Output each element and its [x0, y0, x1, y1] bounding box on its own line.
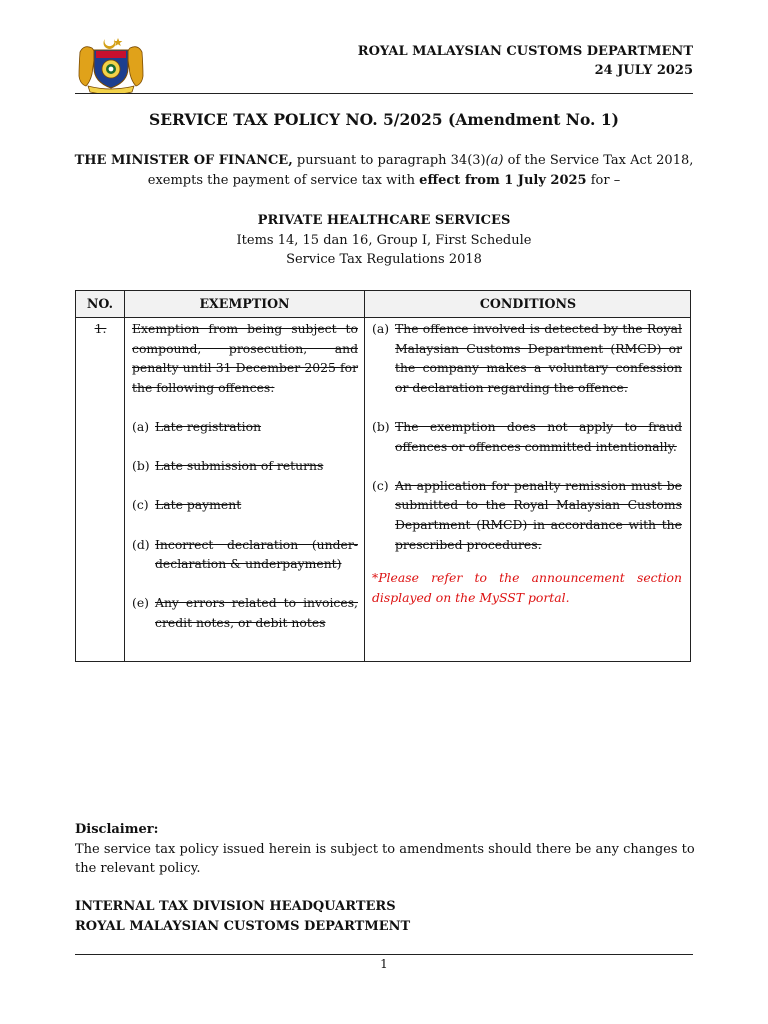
- offence-text: Any errors related to invoices, credit notes, or debit notes: [155, 595, 358, 630]
- exemption-table: [75, 290, 691, 662]
- condition-item: [372, 319, 682, 397]
- offence-label: (d): [132, 536, 150, 552]
- disclaimer-label: Disclaimer:: [75, 822, 159, 837]
- disclaimer: [75, 820, 695, 879]
- offence-item: [132, 456, 358, 476]
- section-items: Items 14, 15 dan 16, Group I, First Schedule: [236, 232, 532, 248]
- section-regulations: Service Tax Regulations 2018: [286, 252, 482, 267]
- section-name: PRIVATE HEALTHCARE SERVICES: [257, 213, 511, 228]
- footer-divider: [75, 954, 693, 955]
- offence-label: (a): [132, 418, 150, 434]
- offence-text: Late submission of returns: [155, 458, 324, 474]
- issuing-office-line2: ROYAL MALAYSIAN CUSTOMS DEPARTMENT: [75, 918, 411, 934]
- table-column-divider: [124, 291, 125, 661]
- offence-label: (e): [132, 595, 150, 611]
- condition-item: [372, 476, 682, 554]
- condition-text: An application for penalty remission must be submitted to the Royal Malaysian Customs Department (RMCD) in accordance with the prescribed procedures.: [395, 477, 682, 552]
- disclaimer-text: The service tax policy issued herein is subject to amendments should there be any changes to the relevant policy.: [75, 841, 695, 876]
- intro-text-a: pursuant to paragraph 34(3): [292, 153, 486, 168]
- offence-item: [132, 417, 358, 437]
- header-exemption: EXEMPTION: [199, 296, 290, 311]
- header-department-block: [358, 42, 693, 80]
- condition-label: (a): [372, 321, 390, 336]
- offence-text: Late payment: [155, 497, 242, 513]
- section-heading: [0, 211, 768, 270]
- intro-paragraph: [60, 151, 708, 191]
- issuing-office: [75, 897, 410, 936]
- offence-label: (c): [132, 497, 149, 513]
- header-no: NO.: [86, 296, 114, 311]
- condition-label: (b): [372, 418, 390, 434]
- offence-item: [132, 495, 358, 515]
- row-number: 1.: [94, 321, 107, 336]
- header-date: 24 JULY 2025: [594, 63, 693, 78]
- condition-text: The offence involved is detected by the Royal Malaysian Customs Department (RMCD) or the company makes a voluntary confession or declaration regarding the offence.: [395, 321, 682, 395]
- issuing-office-line1: INTERNAL TAX DIVISION HEADQUARTERS: [75, 899, 396, 914]
- conditions-cell: [372, 319, 682, 607]
- offence-item: [132, 593, 358, 632]
- offence-text: Late registration: [155, 418, 262, 434]
- intro-text-d: for –: [586, 173, 621, 188]
- intro-text-c: exempts the payment of service tax with: [147, 173, 420, 188]
- header-divider: [75, 93, 693, 94]
- condition-item: [372, 417, 682, 456]
- page-number: 1: [380, 957, 388, 971]
- intro-text-b: of the Service Tax Act 2018,: [503, 153, 694, 168]
- condition-label: (c): [372, 477, 389, 493]
- offence-item: [132, 535, 358, 574]
- policy-title: SERVICE TAX POLICY NO. 5/2025 (Amendment No. 1): [149, 110, 619, 129]
- condition-text: The exemption does not apply to fraud offences or offences committed intentionally.: [395, 418, 682, 454]
- header-conditions: CONDITIONS: [479, 296, 577, 311]
- mysst-portal-note: *Please refer to the announcement section displayed on the MySST portal.: [372, 570, 682, 605]
- malaysia-coat-of-arms-icon: [74, 36, 148, 94]
- table-column-divider: [364, 291, 365, 661]
- header-department: ROYAL MALAYSIAN CUSTOMS DEPARTMENT: [357, 44, 693, 59]
- offence-text: Incorrect declaration (under-declaration & underpayment): [155, 536, 358, 572]
- offence-label: (b): [132, 458, 150, 474]
- intro-effect-date: effect from 1 July 2025: [419, 173, 587, 188]
- intro-italic: (a): [485, 153, 504, 168]
- exemption-lead: Exemption from being subject to compound, prosecution, and penalty until 31 December 2025 for the following offences:: [132, 321, 358, 395]
- exemption-cell: [132, 319, 358, 633]
- intro-minister: THE MINISTER OF FINANCE,: [74, 153, 293, 168]
